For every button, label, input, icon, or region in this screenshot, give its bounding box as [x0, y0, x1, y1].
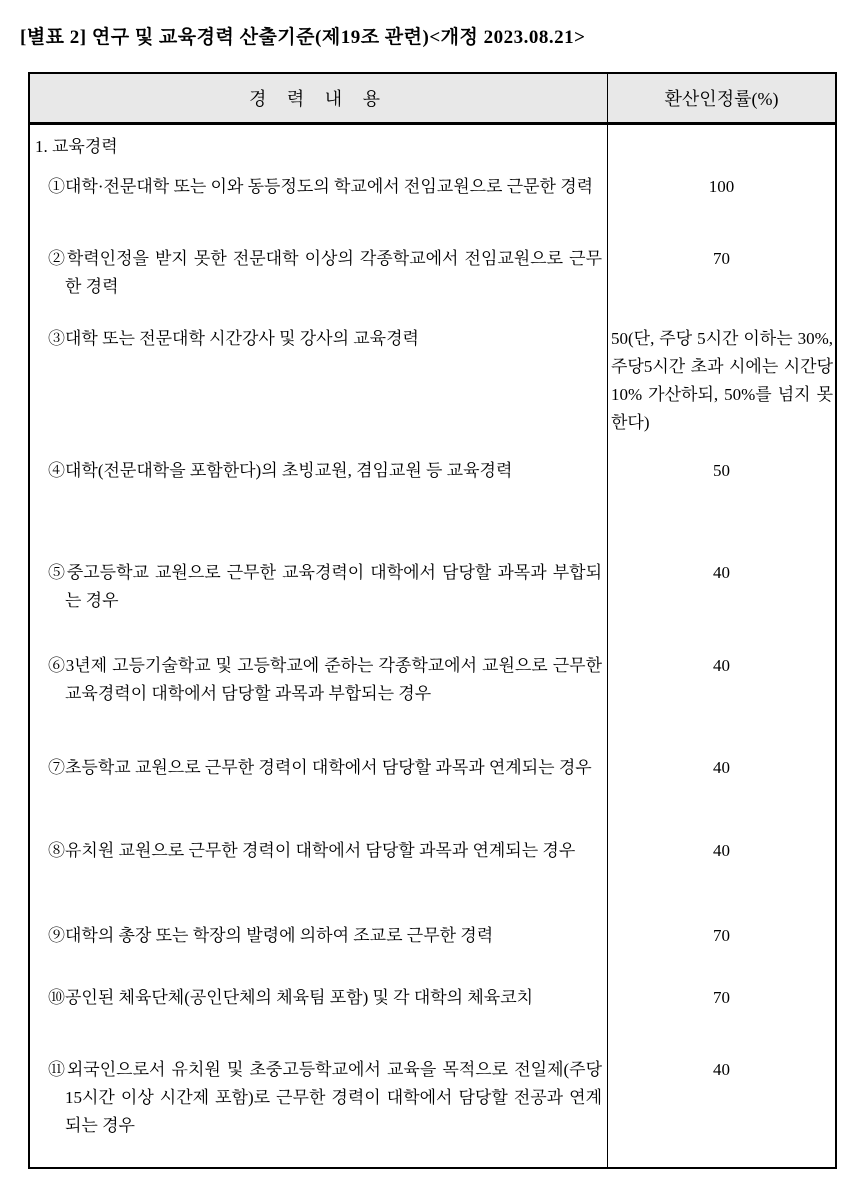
- page-title: [별표 2] 연구 및 교육경력 산출기준(제19조 관련)<개정 2023.08.21>: [20, 27, 586, 48]
- rate-value: 50(단, 주당 5시간 이하는 30%, 주당5시간 초과 시에는 시간당 10% 가산하되, 50%를 넘지 못한다): [611, 329, 833, 432]
- career-item-text: ⑧유치원 교원으로 근무한 경력이 대학에서 담당할 과목과 연계되는 경우: [48, 841, 576, 860]
- career-item-cell: [30, 167, 608, 237]
- career-item-text: ①대학·전문대학 또는 이와 동등정도의 학교에서 전임교원으로 근문한 경력: [48, 177, 594, 196]
- table-row: [30, 827, 835, 912]
- table-row: [30, 972, 835, 1042]
- table-row: [30, 237, 835, 317]
- table-row: [30, 912, 835, 972]
- career-item-text: ⑩공인된 체육단체(공인단체의 체육팀 포함) 및 각 대학의 체육코치: [48, 988, 534, 1007]
- career-item-cell: [30, 447, 608, 547]
- rate-value: 70: [713, 249, 730, 268]
- rate-value: 40: [713, 758, 730, 777]
- rate-value: 40: [713, 656, 730, 675]
- table-row: [30, 1042, 835, 1167]
- header-conversion-rate: 환산인정률(%): [664, 89, 779, 109]
- career-item-cell: [30, 547, 608, 642]
- table-row: [30, 547, 835, 642]
- table-row: [30, 742, 835, 827]
- career-item-text: ⑥3년제 고등기술학교 및 고등학교에 준하는 각종학교에서 교원으로 근무한 교육경력이 대학에서 담당할 과목과 부합되는 경우: [48, 656, 602, 703]
- table-row-section: [30, 125, 835, 167]
- rate-value: 70: [713, 926, 730, 945]
- career-item-text: ③대학 또는 전문대학 시간강사 및 강사의 교육경력: [48, 329, 419, 348]
- table-row: [30, 167, 835, 237]
- career-item-text: ②학력인정을 받지 못한 전문대학 이상의 각종학교에서 전임교원으로 근무한 경력: [48, 249, 602, 296]
- rate-value: 70: [713, 988, 730, 1007]
- header-career-content: 경 력 내 용: [30, 74, 608, 122]
- career-item-cell: [30, 912, 608, 972]
- career-item-cell: [30, 642, 608, 742]
- career-item-text: ⑦초등학교 교원으로 근무한 경력이 대학에서 담당할 과목과 연계되는 경우: [48, 758, 592, 777]
- career-item-cell: [30, 1042, 608, 1167]
- rate-cell: [608, 125, 835, 167]
- career-item-cell: [30, 317, 608, 447]
- table-row: [30, 447, 835, 547]
- rate-value: 50: [713, 461, 730, 480]
- rate-value: 40: [713, 841, 730, 860]
- career-criteria-table: [28, 72, 837, 1169]
- career-item-text: ④대학(전문대학을 포함한다)의 초빙교원, 겸임교원 등 교육경력: [48, 461, 513, 480]
- table-row: [30, 317, 835, 447]
- rate-value: 40: [713, 563, 730, 582]
- table-header-row: [30, 74, 835, 125]
- career-item-cell: [30, 827, 608, 912]
- rate-value: 40: [713, 1060, 730, 1079]
- section-label: 1. 교육경력: [30, 125, 608, 167]
- career-item-cell: [30, 237, 608, 317]
- career-item-cell: [30, 742, 608, 827]
- career-item-cell: [30, 972, 608, 1042]
- career-item-text: ⑪외국인으로서 유치원 및 초중고등학교에서 교육을 목적으로 전일제(주당 15시간 이상 시간제 포함)로 근무한 경력이 대학에서 담당할 전공과 연계되는 경우: [48, 1060, 602, 1135]
- career-item-text: ⑤중고등학교 교원으로 근무한 교육경력이 대학에서 담당할 과목과 부합되는 경우: [48, 563, 602, 610]
- table-row: [30, 642, 835, 742]
- career-item-text: ⑨대학의 총장 또는 학장의 발령에 의하여 조교로 근무한 경력: [48, 926, 494, 945]
- rate-value: 100: [708, 177, 735, 196]
